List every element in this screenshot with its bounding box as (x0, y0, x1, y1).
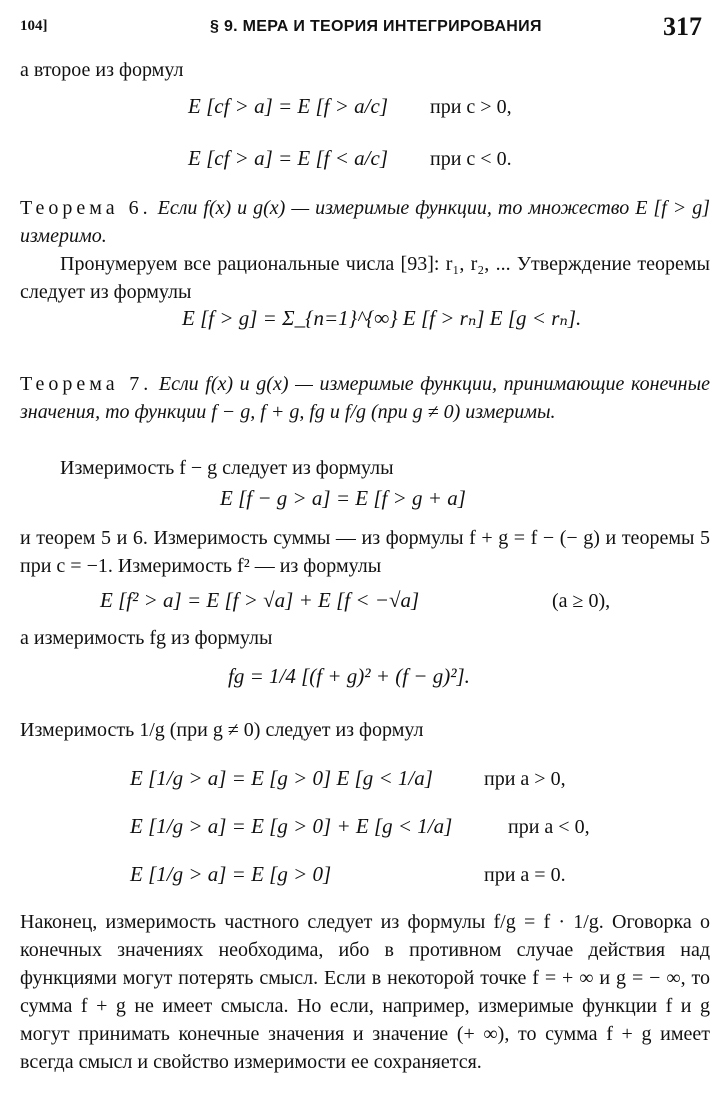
header-title: § 9. МЕРА И ТЕОРИЯ ИНТЕГРИРОВАНИЯ (210, 18, 542, 35)
closing-paragraph: Наконец, измеримость частного следует из формулы f/g = f · 1/g. Оговорка о конечных значениях необходима, ибо в противном случае действия над функциями могут потерять смысл. Если в некоторой точке f = + ∞ и g = − ∞, то сумма f + g не имеет смысла. Но если, например, измеримые функции f и g могут принимать конечные значения и значение (+ ∞), то сумма f + g имеет всегда смысл и свойство измеримости ее сохраняется. (20, 911, 710, 1073)
paragraph-product: а измеримость fg из формулы (20, 627, 273, 649)
theorem-6-statement: Если f(x) и g(x) — измеримые функции, то множество E [f > g] измеримо. (20, 197, 711, 247)
formula-5: E [f² > a] = E [f > √a] + E [f < −√a] (100, 588, 420, 612)
paragraph-reciprocal: Измеримость 1/g (при g ≠ 0) следует из формул (20, 719, 424, 741)
paragraph-sum: и теорем 5 и 6. Измеримость суммы — из формулы f + g = f − (− g) и теоремы 5 при c = −1. Измеримость f² — из формулы (20, 527, 710, 577)
theorem-6 (20, 194, 710, 250)
header-section-ref: 104] (20, 18, 48, 34)
running-header (20, 14, 702, 44)
formula-8: E [1/g > a] = E [g > 0] + E [g < 1/a] (130, 814, 453, 838)
formula-2: E [cf > a] = E [f < a/c] (188, 146, 389, 170)
formula-6: fg = 1/4 [(f + g)² + (f − g)²]. (228, 664, 470, 688)
formula-4: E [f − g > a] = E [f > g + a] (220, 486, 466, 510)
theorem-7-statement: Если f(x) и g(x) — измеримые функции, принимающие конечные значения, то функции f − g, f + g, fg и f/g (при g ≠ 0) измеримы. (20, 373, 710, 423)
formula-9-condition: при a = 0. (484, 864, 566, 886)
formula-7-condition: при a > 0, (484, 768, 566, 790)
formula-9: E [1/g > a] = E [g > 0] (130, 862, 332, 886)
formula-2-condition: при c < 0. (430, 148, 512, 170)
theorem-7 (20, 370, 710, 426)
page-number: 317 (663, 12, 702, 41)
formula-3: E [f > g] = Σ_{n=1}^{∞} E [f > rₙ] E [g < rₙ]. (182, 306, 582, 330)
formula-1: E [cf > a] = E [f > a/c] (188, 94, 389, 118)
theorem-7-heading: Теорема 7. (20, 373, 153, 395)
theorem-6-proof: Пронумеруем все рациональные числа [93]: r₁, r₂, ... Утверждение теоремы следует из формулы (20, 253, 710, 303)
formula-5-condition: (a ≥ 0), (552, 590, 611, 612)
formula-8-condition: при a < 0, (508, 816, 590, 838)
intro-line: а второе из формул (20, 59, 184, 81)
theorem-6-heading: Теорема 6. (20, 197, 152, 219)
paragraph-difference: Измеримость f − g следует из формулы (60, 457, 394, 479)
formula-7: E [1/g > a] = E [g > 0] E [g < 1/a] (130, 766, 433, 790)
formula-1-condition: при c > 0, (430, 96, 512, 118)
